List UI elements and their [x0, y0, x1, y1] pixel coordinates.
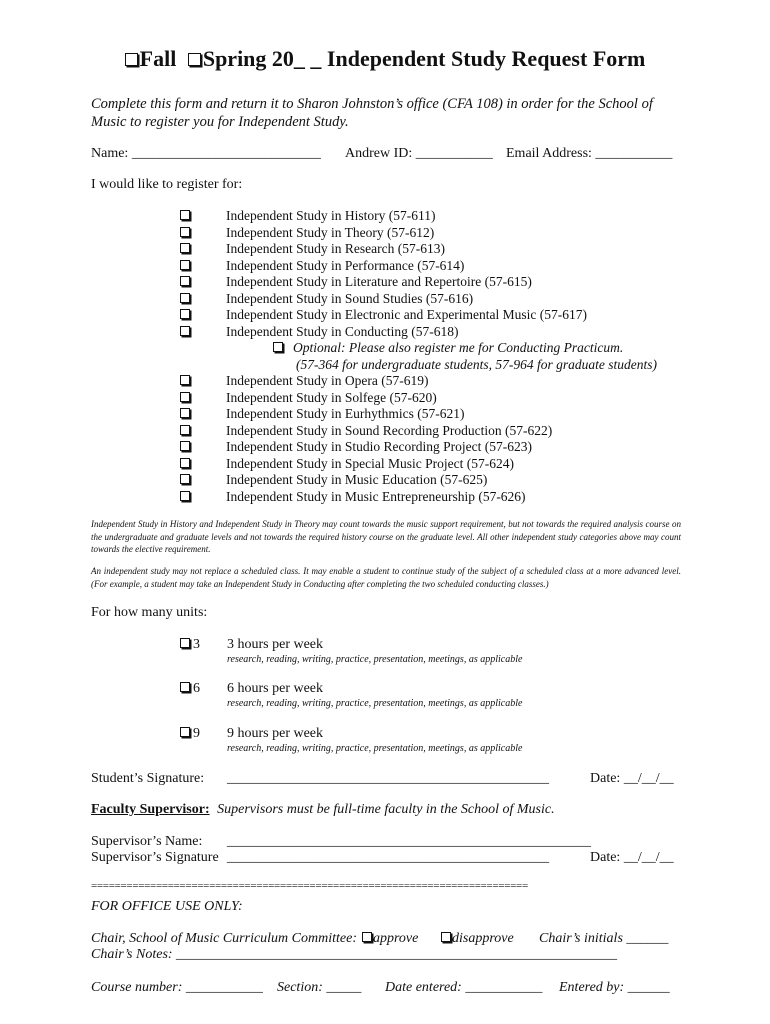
student-signature-label: Student’s Signature: [91, 771, 205, 786]
course-option[interactable] [180, 258, 464, 274]
course-option[interactable] [180, 307, 587, 323]
course-checkbox[interactable] [180, 408, 190, 418]
unit-number: 3 [193, 637, 200, 652]
course-option[interactable] [180, 373, 428, 389]
course-checkbox[interactable] [180, 326, 190, 336]
course-label: Independent Study in Special Music Project (57-624) [226, 455, 514, 471]
committee-chair-label: Chair, School of Music Curriculum Committee: [91, 931, 357, 946]
name-field[interactable]: Name: ___________________________ [91, 146, 321, 161]
student-signature-field[interactable]: ______________________________________________ [227, 771, 549, 786]
course-label: Independent Study in Opera (57-619) [226, 373, 429, 388]
course-option[interactable] [180, 423, 552, 439]
practicum-course-numbers: (57-364 for undergraduate students, 57-964 for graduate students) [296, 356, 657, 372]
register-label: I would like to register for: [91, 177, 243, 192]
course-option[interactable] [180, 456, 514, 472]
course-label: Independent Study in Conducting (57-618) [226, 323, 459, 339]
chair-notes-field[interactable]: Chair’s Notes: _______________________________________________________________ [91, 947, 618, 962]
course-label: Independent Study in Electronic and Experimental Music (57-617) [226, 307, 588, 322]
unit-checkbox[interactable] [180, 682, 190, 692]
course-label: Independent Study in Eurhythmics (57-621) [226, 406, 465, 421]
course-option[interactable] [180, 291, 473, 307]
course-checkbox[interactable] [180, 276, 190, 286]
faculty-supervisor-section [91, 802, 555, 818]
course-number-field[interactable]: Course number: ___________ [91, 980, 263, 995]
supervisor-date-field[interactable]: Date: __/__/__ [590, 850, 674, 865]
course-checkbox[interactable] [180, 227, 190, 237]
supervisor-name-label: Supervisor’s Name: [91, 834, 203, 849]
andrew-id-field[interactable]: Andrew ID: ___________ [345, 146, 493, 161]
course-label: Independent Study in Theory (57-612) [226, 224, 435, 240]
unit-number: 6 [193, 681, 200, 696]
course-checkbox[interactable] [180, 491, 190, 501]
unit-checkbox[interactable] [180, 638, 190, 648]
unit-option-3[interactable] [180, 637, 200, 653]
office-divider: ========================================================================== [91, 880, 528, 892]
student-date-field[interactable]: Date: __/__/__ [590, 771, 674, 786]
faculty-supervisor-label: Faculty Supervisor: [91, 802, 210, 817]
course-label: Independent Study in Studio Recording Project (57-623) [226, 439, 532, 454]
section-field[interactable]: Section: _____ [277, 980, 362, 995]
course-checkbox[interactable] [180, 260, 190, 270]
course-option[interactable] [180, 439, 532, 455]
unit-description: research, reading, writing, practice, presentation, meetings, as applicable [227, 743, 523, 754]
credit-note: Independent Study in History and Independent Study in Theory may count towards the music support requirement, but not towards the required analysis course on the undergraduate and graduate levels and not towards the required history course on the graduate level. All other independent study categories above may count towards the elective requirement. [91, 519, 681, 554]
practicum-label: Optional: Please also register me for Conducting Practicum. [293, 340, 624, 355]
title-rest: Spring 20_ _ Independent Study Request Form [202, 46, 646, 71]
unit-hours: 6 hours per week [227, 681, 324, 696]
course-label: Independent Study in Research (57-613) [226, 241, 445, 256]
email-field[interactable]: Email Address: ___________ [506, 146, 673, 161]
checkbox-spring[interactable] [188, 53, 201, 66]
course-option[interactable] [180, 324, 458, 340]
intro-text: Complete this form and return it to Sharon Johnston’s office (CFA 108) in order for the School of Music to register you for Independent Study. [91, 96, 653, 130]
course-label: Independent Study in Sound Studies (57-616) [226, 290, 474, 306]
course-checkbox[interactable] [180, 375, 190, 385]
conducting-practicum-option[interactable] [273, 340, 623, 356]
disapprove-checkbox[interactable] [441, 932, 451, 942]
form-title [0, 46, 770, 72]
course-label: Independent Study in Music Education (57-625) [226, 472, 488, 487]
course-label: Independent Study in Music Entrepreneurship (57-626) [226, 488, 526, 504]
title-fall: Fall [139, 46, 177, 71]
course-checkbox[interactable] [180, 425, 190, 435]
unit-number: 9 [193, 726, 200, 741]
unit-hours: 9 hours per week [227, 726, 324, 741]
course-checkbox[interactable] [180, 458, 190, 468]
course-checkbox[interactable] [180, 441, 190, 451]
course-option[interactable] [180, 390, 437, 406]
course-label: Independent Study in Sound Recording Production (57-622) [226, 422, 553, 438]
course-option[interactable] [180, 208, 435, 224]
faculty-supervisor-note: Supervisors must be full-time faculty in the School of Music. [217, 802, 555, 817]
unit-description: research, reading, writing, practice, presentation, meetings, as applicable [227, 654, 523, 665]
unit-checkbox[interactable] [180, 727, 190, 737]
course-label: Independent Study in Performance (57-614) [226, 257, 465, 273]
practicum-checkbox[interactable] [273, 342, 283, 352]
date-entered-field[interactable]: Date entered: ___________ [385, 980, 543, 995]
entered-by-field[interactable]: Entered by: ______ [559, 980, 670, 995]
course-option[interactable] [180, 406, 464, 422]
course-option[interactable] [180, 274, 532, 290]
checkbox-fall[interactable] [125, 53, 138, 66]
approve-label: approve [373, 931, 419, 946]
unit-option-6[interactable] [180, 681, 200, 697]
course-checkbox[interactable] [180, 243, 190, 253]
course-checkbox[interactable] [180, 293, 190, 303]
course-option[interactable] [180, 225, 434, 241]
supervisor-signature-field[interactable]: ______________________________________________ [227, 850, 549, 865]
disapprove-label: disapprove [452, 931, 514, 946]
course-label: Independent Study in History (57-611) [226, 208, 436, 223]
office-use-title: FOR OFFICE USE ONLY: [91, 899, 243, 914]
supervisor-signature-label: Supervisor’s Signature [91, 850, 219, 865]
course-label: Independent Study in Solfege (57-620) [226, 389, 437, 405]
course-label: Independent Study in Literature and Repertoire (57-615) [226, 274, 532, 289]
course-option[interactable] [180, 489, 526, 505]
course-option[interactable] [180, 241, 445, 257]
replacement-note: An independent study may not replace a scheduled class. It may enable a student to continue study of the subject of a scheduled class at a more advanced level. (For example, a student may take an Independent Study in Conducting after completing the two scheduled conducting classes.) [91, 566, 681, 589]
unit-description: research, reading, writing, practice, presentation, meetings, as applicable [227, 698, 523, 709]
approve-option[interactable] [362, 931, 418, 947]
chair-initials-field[interactable]: Chair’s initials ______ [539, 931, 669, 946]
disapprove-option[interactable] [441, 931, 514, 947]
unit-option-9[interactable] [180, 726, 200, 742]
course-option[interactable] [180, 472, 487, 488]
unit-hours: 3 hours per week [227, 637, 324, 652]
course-checkbox[interactable] [180, 392, 190, 402]
course-checkbox[interactable] [180, 474, 190, 484]
approve-checkbox[interactable] [362, 932, 372, 942]
units-label: For how many units: [91, 605, 208, 620]
course-checkbox[interactable] [180, 309, 190, 319]
supervisor-name-field[interactable]: ____________________________________________________ [227, 834, 591, 849]
course-checkbox[interactable] [180, 210, 190, 220]
